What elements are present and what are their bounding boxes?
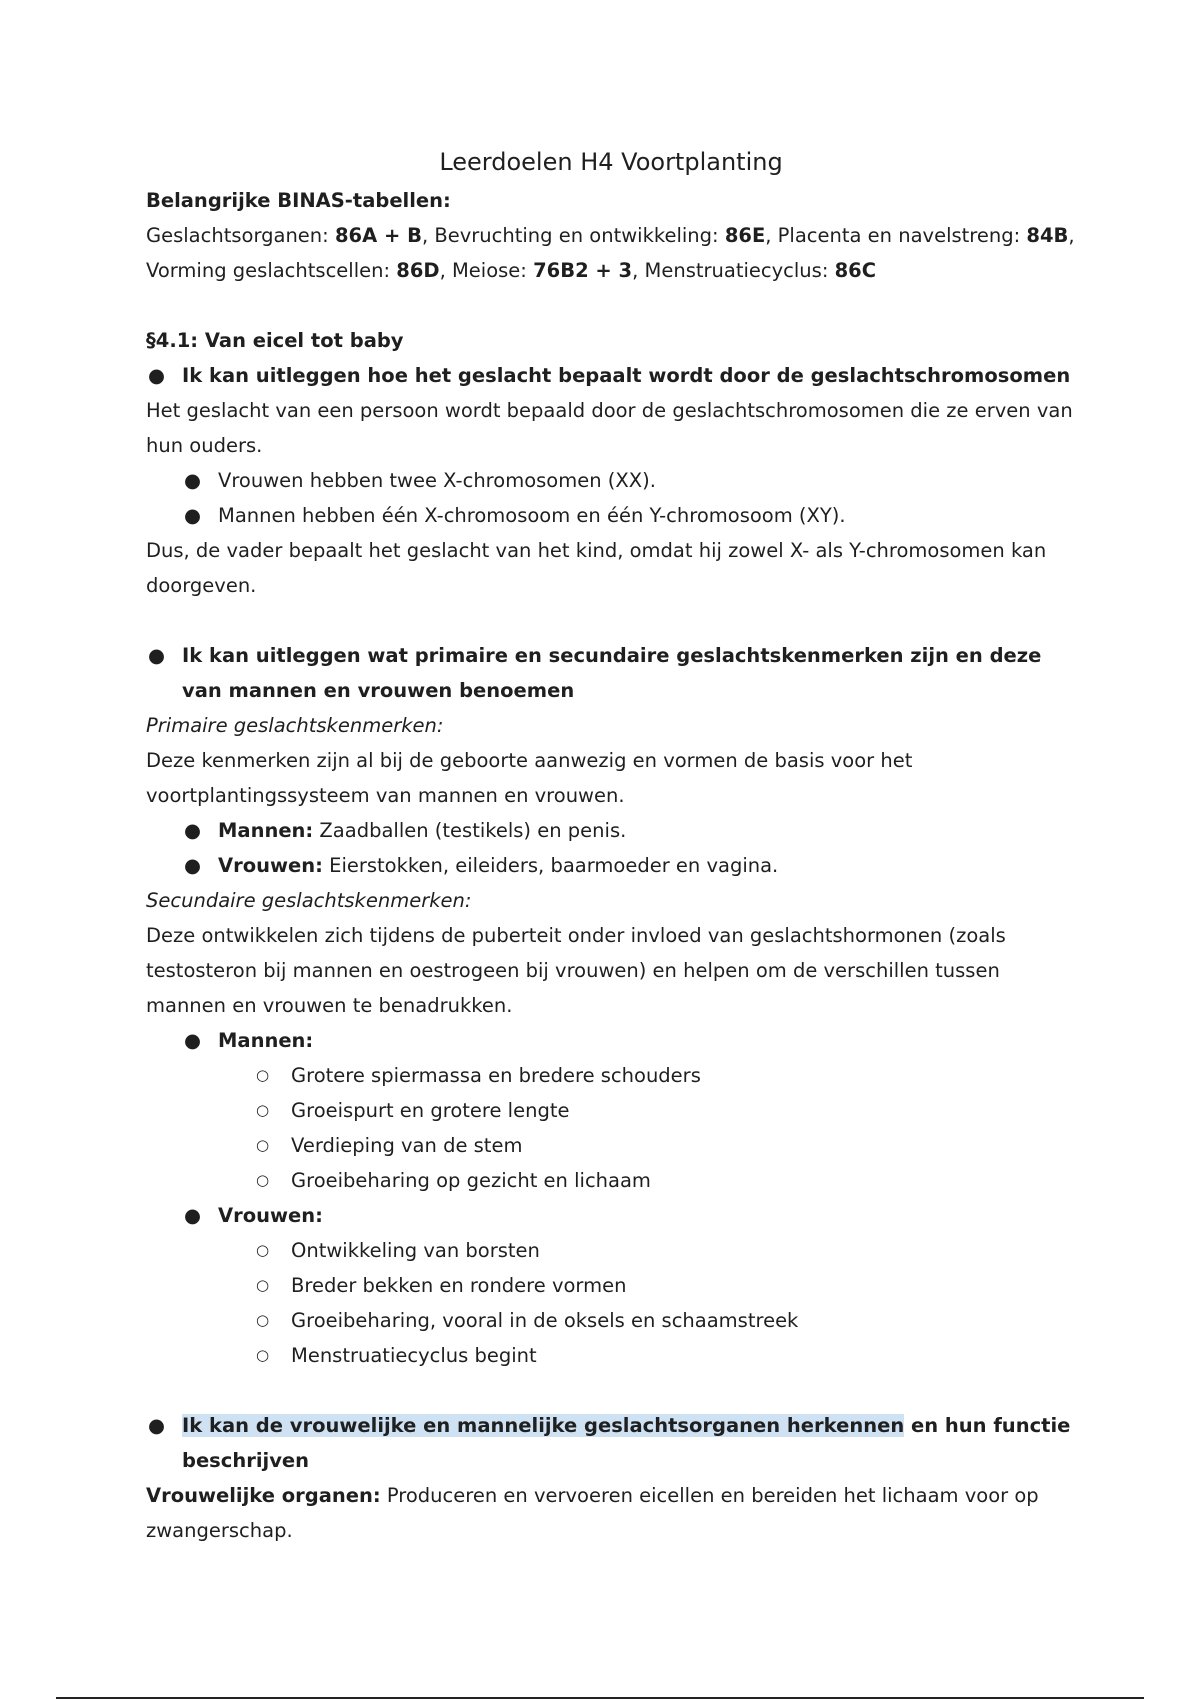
hollow-bullet-icon: ○ <box>256 1346 270 1364</box>
list-item <box>146 813 1076 848</box>
list-item-label: Vrouwen: <box>218 854 323 877</box>
learning-goal-3 <box>146 1408 1076 1478</box>
binas-text-6: , Menstruatiecyclus: <box>632 259 835 282</box>
bullet-icon: ● <box>184 819 202 842</box>
sub-list-item <box>146 1303 1076 1338</box>
list-item-label: Vrouwen: <box>218 1204 323 1227</box>
female-organs-paragraph <box>146 1478 1076 1548</box>
learning-goal-3-title-rest: en hun functie beschrijven <box>182 1414 1071 1472</box>
list-item <box>146 848 1076 883</box>
sub-list-item-text: Breder bekken en rondere vormen <box>291 1274 627 1297</box>
list-item-text: Vrouwen hebben twee X-chromosomen (XX). <box>218 469 656 492</box>
list-item <box>146 1023 1076 1058</box>
binas-text-2: , Bevruchting en ontwikkeling: <box>421 224 725 247</box>
sub-list-item-text: Menstruatiecyclus begint <box>291 1344 537 1367</box>
binas-text-1: Geslachtsorganen: <box>146 224 335 247</box>
highlighted-text[interactable]: Ik kan de vrouwelijke en mannelijke geslachtsorganen herkennen <box>182 1414 905 1437</box>
list-item-label: Mannen: <box>218 819 314 842</box>
learning-goal-2 <box>146 638 1076 708</box>
secondary-characteristics-label: Secundaire geslachtskenmerken: <box>146 889 472 912</box>
binas-ref-3: 84B <box>1026 224 1069 247</box>
learning-goal-1 <box>146 358 1076 393</box>
spacer <box>146 603 1076 638</box>
sub-list-item-text: Ontwikkeling van borsten <box>291 1239 540 1262</box>
hollow-bullet-icon: ○ <box>256 1171 270 1189</box>
sub-list-item <box>146 1093 1076 1128</box>
sub-list-item <box>146 1233 1076 1268</box>
hollow-bullet-icon: ○ <box>256 1136 270 1154</box>
primary-characteristics-label: Primaire geslachtskenmerken: <box>146 714 444 737</box>
sub-list-item <box>146 1268 1076 1303</box>
sub-list-item-text: Groeibeharing, vooral in de oksels en schaamstreek <box>291 1309 799 1332</box>
list-item <box>146 463 1076 498</box>
sub-list-item <box>146 1338 1076 1373</box>
bullet-icon: ● <box>184 1029 202 1052</box>
learning-goal-2-title: Ik kan uitleggen wat primaire en secundaire geslachtskenmerken zijn en deze van mannen en vrouwen benoemen <box>182 644 1042 702</box>
hollow-bullet-icon: ○ <box>256 1276 270 1294</box>
page-title: Leerdoelen H4 Voortplanting <box>439 148 783 176</box>
document-page <box>146 142 1076 1548</box>
page-divider <box>56 1697 1144 1699</box>
bullet-icon: ● <box>184 469 202 492</box>
list-item-text: Mannen hebben één X-chromosoom en één Y-chromosoom (XY). <box>218 504 846 527</box>
primary-characteristics-text: Deze kenmerken zijn al bij de geboorte aanwezig en vormen de basis voor het voortplantingssysteem van mannen en vrouwen. <box>146 749 913 807</box>
binas-text-4: , Vorming geslachtscellen: <box>146 224 1075 282</box>
section-heading: §4.1: Van eicel tot baby <box>146 329 404 352</box>
spacer <box>146 1373 1076 1408</box>
spacer <box>146 288 1076 323</box>
secondary-characteristics-text: Deze ontwikkelen zich tijdens de puberteit onder invloed van geslachtshormonen (zoals testosteron bij mannen en oestrogeen bij vrouwen) en helpen om de verschillen tussen mannen en vrouwen te benadrukken. <box>146 924 1006 1017</box>
learning-goal-1-title: Ik kan uitleggen hoe het geslacht bepaalt wordt door de geslachtschromosomen <box>182 364 1071 387</box>
sub-list-item <box>146 1128 1076 1163</box>
hollow-bullet-icon: ○ <box>256 1311 270 1329</box>
list-item-text: Zaadballen (testikels) en penis. <box>313 819 627 842</box>
bullet-icon: ● <box>184 504 202 527</box>
list-item <box>146 1198 1076 1233</box>
list-item-text: Eierstokken, eileiders, baarmoeder en vagina. <box>322 854 779 877</box>
sub-list-item-text: Grotere spiermassa en bredere schouders <box>291 1064 701 1087</box>
binas-ref-2: 86E <box>724 224 766 247</box>
binas-heading: Belangrijke BINAS-tabellen: <box>146 189 451 212</box>
list-item <box>146 498 1076 533</box>
binas-text-5: , Meiose: <box>439 259 534 282</box>
sub-list-item-text: Groeispurt en grotere lengte <box>291 1099 570 1122</box>
goal1-paragraph-1: Het geslacht van een persoon wordt bepaald door de geslachtschromosomen die ze erven van hun ouders. <box>146 399 1073 457</box>
sub-list-item-text: Groeibeharing op gezicht en lichaam <box>291 1169 651 1192</box>
binas-ref-6: 86C <box>834 259 877 282</box>
goal1-paragraph-2: Dus, de vader bepaalt het geslacht van het kind, omdat hij zowel X- als Y-chromosomen kan doorgeven. <box>146 539 1047 597</box>
bullet-icon: ● <box>148 364 166 387</box>
binas-ref-5: 76B2 + 3 <box>533 259 633 282</box>
hollow-bullet-icon: ○ <box>256 1101 270 1119</box>
hollow-bullet-icon: ○ <box>256 1066 270 1084</box>
sub-list-item-text: Verdieping van de stem <box>291 1134 523 1157</box>
bullet-icon: ● <box>184 1204 202 1227</box>
hollow-bullet-icon: ○ <box>256 1241 270 1259</box>
binas-ref-1: 86A + B <box>334 224 422 247</box>
binas-ref-4: 86D <box>396 259 440 282</box>
bullet-icon: ● <box>148 644 166 667</box>
binas-tables <box>146 218 1076 288</box>
female-organs-text: Produceren en vervoeren eicellen en bereiden het lichaam voor op zwangerschap. <box>146 1484 1039 1542</box>
bullet-icon: ● <box>148 1414 166 1437</box>
binas-text-3: , Placenta en navelstreng: <box>765 224 1027 247</box>
female-organs-label: Vrouwelijke organen: <box>146 1484 381 1507</box>
bullet-icon: ● <box>184 854 202 877</box>
list-item-label: Mannen: <box>218 1029 314 1052</box>
sub-list-item <box>146 1163 1076 1198</box>
sub-list-item <box>146 1058 1076 1093</box>
